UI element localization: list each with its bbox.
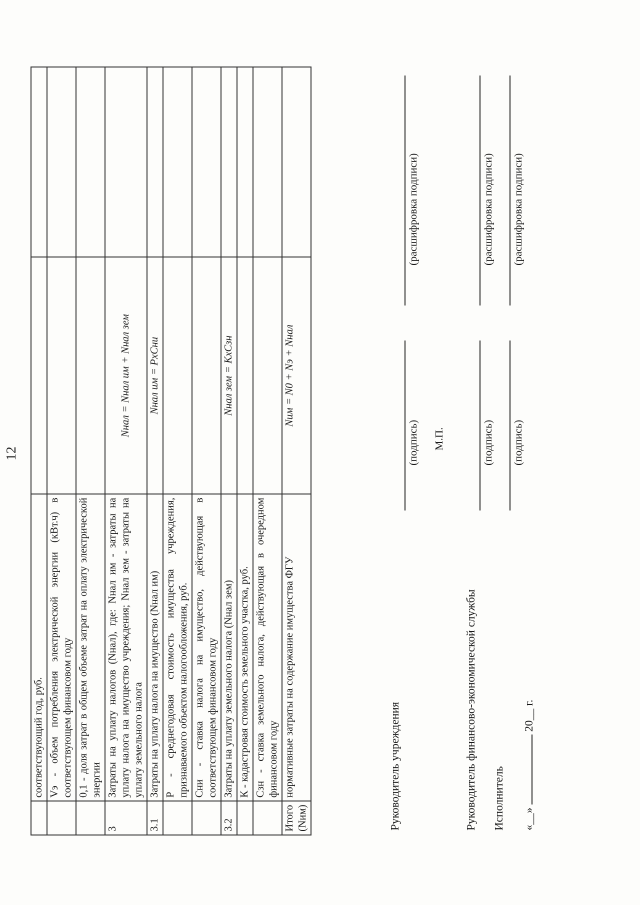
row-number: [237, 801, 253, 835]
head-decode-caption: (расшифровка подписи): [407, 152, 419, 265]
row-number: 3: [105, 801, 147, 835]
table-row: [253, 67, 282, 835]
finance-decode-line: [479, 75, 480, 305]
row-formula: Nнал им = PxCни: [147, 257, 163, 494]
row-value: [163, 67, 192, 257]
finance-decode-caption: (расшифровка подписи): [482, 152, 494, 265]
head-signature-caption: (подпись): [407, 419, 419, 465]
row-description: Сни - ставка налога на имущество, действующая в соответствующем финансовом году: [192, 494, 221, 801]
executor-label: Исполнитель: [493, 765, 505, 830]
row-formula: Nим = N0 + Nэ + Nнал: [282, 257, 311, 494]
row-number: [163, 801, 192, 835]
executor-decode-line: [509, 75, 510, 305]
row-description: К - кадастровая стоимость земельного участка, руб.: [237, 494, 253, 801]
finance-signature-line: [479, 340, 480, 510]
head-decode-line: [404, 75, 405, 305]
table-row: [221, 67, 237, 835]
row-number: [31, 801, 47, 835]
row-number: [76, 801, 105, 835]
seal-label: М.П.: [433, 426, 445, 450]
row-value: [105, 67, 147, 257]
row-value: [253, 67, 282, 257]
table-row: [192, 67, 221, 835]
table-row: [105, 67, 147, 835]
row-formula: [31, 257, 47, 494]
table-row: [47, 67, 76, 835]
row-formula: [47, 257, 76, 494]
table-row-total: [282, 67, 311, 835]
head-label: Руководитель учреждения: [389, 701, 401, 830]
finance-head-label: Руководитель финансово-экономической службы: [465, 588, 477, 830]
executor-signature-caption: (подпись): [512, 419, 524, 465]
row-number: 3.1: [147, 801, 163, 835]
row-description: Р - среднегодовая стоимость имущества учреждения, признаваемого объектом налогообложения, руб.: [163, 494, 192, 801]
row-formula: [253, 257, 282, 494]
row-formula: [163, 257, 192, 494]
row-value: [237, 67, 253, 257]
executor-signature-line: [509, 340, 510, 510]
row-description: Затраты на уплату налога на имущество (Nнал им): [147, 494, 163, 801]
row-formula: [237, 257, 253, 494]
row-description: Затраты на уплату земельного налога (Nнал зем): [221, 494, 237, 801]
date-underline: [531, 734, 532, 804]
head-signature-line: [404, 340, 405, 510]
row-number: [192, 801, 221, 835]
row-description: 0,1 - доля затрат в общем объеме затрат на оплату электрической энергии: [76, 494, 105, 801]
row-description: нормативные затраты на содержание имущества ФГУ: [282, 494, 311, 801]
row-formula: [192, 257, 221, 494]
row-number: 3.2: [221, 801, 237, 835]
row-value: [31, 67, 47, 257]
row-value: [47, 67, 76, 257]
date-year: 20__ г.: [523, 699, 535, 732]
table-row: [147, 67, 163, 835]
date-day: «__»: [523, 807, 535, 830]
row-value: [221, 67, 237, 257]
executor-decode-caption: (расшифровка подписи): [512, 152, 524, 265]
row-value: [147, 67, 163, 257]
date-line: [523, 699, 535, 830]
row-formula: Nнал зем = KxCзн: [221, 257, 237, 494]
norms-table: [30, 66, 311, 835]
row-number: [47, 801, 76, 835]
page-number: 12: [4, 446, 19, 460]
row-number: [253, 801, 282, 835]
row-formula: [76, 257, 105, 494]
row-number: Итого (Nим): [282, 801, 311, 835]
row-value: [282, 67, 311, 257]
table-row: [163, 67, 192, 835]
row-description: Vэ - объем потребления электрической энергии (кВт.ч) в соответствующем финансовом году: [47, 494, 76, 801]
table-row: [237, 67, 253, 835]
row-value: [192, 67, 221, 257]
row-value: [76, 67, 105, 257]
row-description: Затраты на уплату налогов (Nнал), где: Nнал им - затраты на уплату налога на имущество учреждения; Nнал зем - затраты на уплату земельного налога: [105, 494, 147, 801]
row-formula: Nнал = Nнал им + Nнал зем: [105, 257, 147, 494]
finance-signature-caption: (подпись): [482, 419, 494, 465]
table-row: [31, 67, 47, 835]
row-description: соответствующий год, руб.: [31, 494, 47, 801]
table-row: [76, 67, 105, 835]
row-description: Сзн - ставка земельного налога, действующая в очередном финансовом году: [253, 494, 282, 801]
